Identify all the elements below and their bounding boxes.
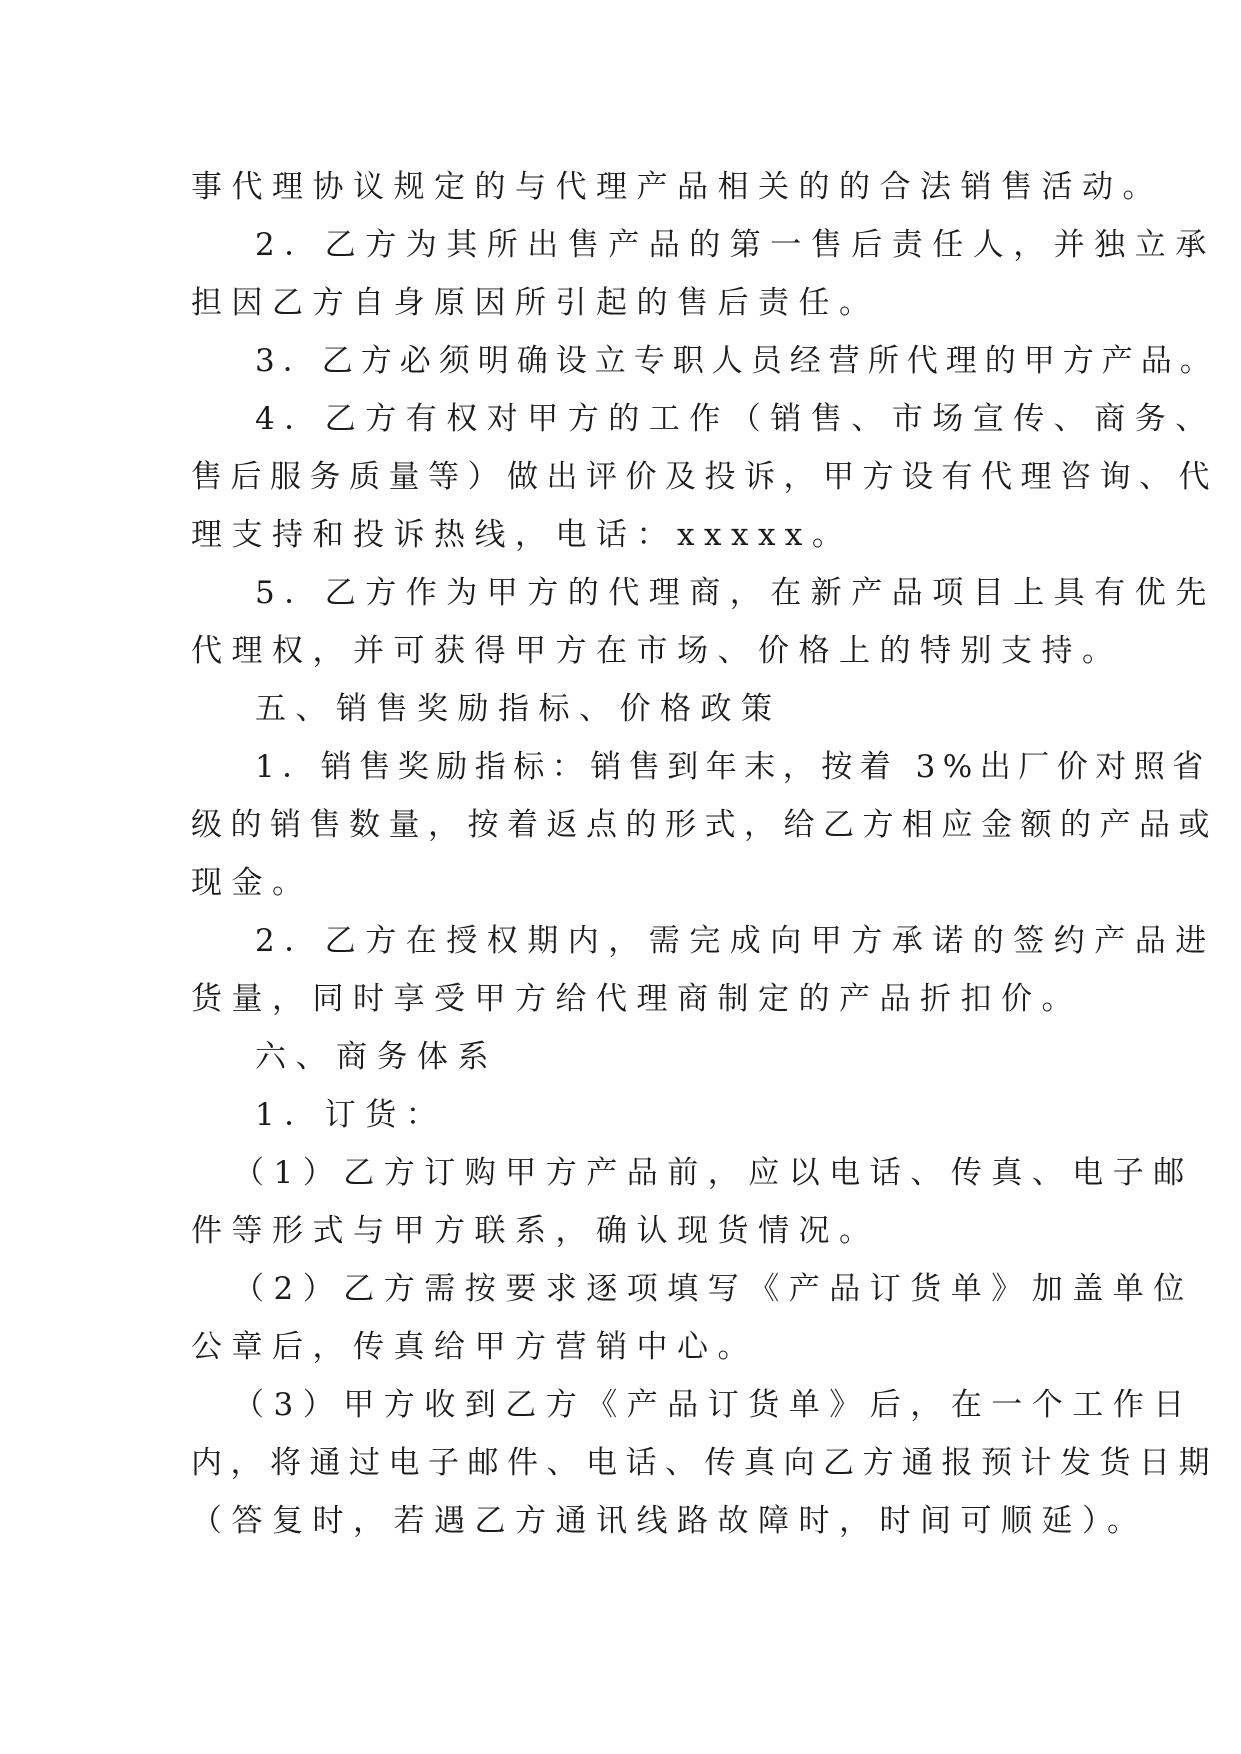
text-line <box>191 1434 1218 1492</box>
paragraph-start <box>191 1086 1051 1144</box>
text-line <box>191 796 1218 854</box>
text-line <box>191 506 1051 564</box>
line-text: 件等形式与甲方联系，确认现货情况。 <box>191 1213 880 1249</box>
text-line <box>191 854 1051 912</box>
paragraph-start <box>191 1260 1194 1318</box>
section-heading <box>191 680 1051 738</box>
line-text: （1）乙方订购甲方产品前，应以电话、传真、电子邮 <box>233 1155 1194 1191</box>
line-text: 2．乙方为其所出售产品的第一售后责任人，并独立承 <box>255 227 1216 263</box>
paragraph-start <box>191 216 1216 274</box>
line-text: 现金。 <box>191 865 313 901</box>
paragraph-start <box>191 1376 1194 1434</box>
document-body <box>191 158 1219 1550</box>
line-text: （2）乙方需按要求逐项填写《产品订货单》加盖单位 <box>233 1271 1194 1307</box>
line-text: 5．乙方作为甲方的代理商，在新产品项目上具有优先 <box>255 575 1216 611</box>
paragraph-start <box>191 912 1216 970</box>
text-line <box>191 274 1051 332</box>
line-text: 2．乙方在授权期内，需完成向甲方承诺的签约产品进 <box>255 923 1216 959</box>
text-line <box>191 970 1082 1028</box>
paragraph-start <box>191 1144 1194 1202</box>
line-text: 六、商务体系 <box>255 1039 498 1075</box>
line-text: 担因乙方自身原因所引起的售后责任。 <box>191 285 880 321</box>
text-line <box>191 1202 1051 1260</box>
paragraph-start <box>191 332 1219 390</box>
paragraph-start <box>191 390 1216 448</box>
text-line <box>191 158 1163 216</box>
line-text: （3）甲方收到乙方《产品订货单》后，在一个工作日 <box>233 1387 1194 1423</box>
section-heading <box>191 1028 1051 1086</box>
line-text: 1．订货： <box>255 1097 447 1133</box>
line-text: 理支持和投诉热线，电话：xxxxx。 <box>191 517 853 553</box>
line-text: （答复时，若遇乙方通讯线路故障时，时间可顺延）。 <box>191 1503 1148 1539</box>
text-line <box>191 622 1123 680</box>
line-text: 五、销售奖励指标、价格政策 <box>255 691 782 727</box>
line-text: 3．乙方必须明确设立专职人员经营所代理的甲方产品。 <box>255 343 1219 379</box>
line-text: 售后服务质量等）做出评价及投诉，甲方设有代理咨询、代 <box>191 459 1218 495</box>
text-line <box>191 1492 1148 1550</box>
line-text: 公章后，传真给甲方营销中心。 <box>191 1329 758 1365</box>
line-text: 级的销售数量，按着返点的形式，给乙方相应金额的产品或 <box>191 807 1218 843</box>
line-text: 1．销售奖励指标：销售到年末，按着 3%出厂价对照省 <box>255 749 1211 785</box>
line-text: 事代理协议规定的与代理产品相关的的合法销售活动。 <box>191 169 1163 205</box>
line-text: 4．乙方有权对甲方的工作（销售、市场宣传、商务、 <box>255 401 1216 437</box>
line-text: 货量，同时享受甲方给代理商制定的产品折扣价。 <box>191 981 1082 1017</box>
line-text: 内，将通过电子邮件、电话、传真向乙方通报预计发货日期 <box>191 1445 1218 1481</box>
paragraph-start <box>191 564 1216 622</box>
line-text: 代理权，并可获得甲方在市场、价格上的特别支持。 <box>191 633 1123 669</box>
paragraph-start <box>191 738 1211 796</box>
text-line <box>191 448 1218 506</box>
text-line <box>191 1318 1051 1376</box>
